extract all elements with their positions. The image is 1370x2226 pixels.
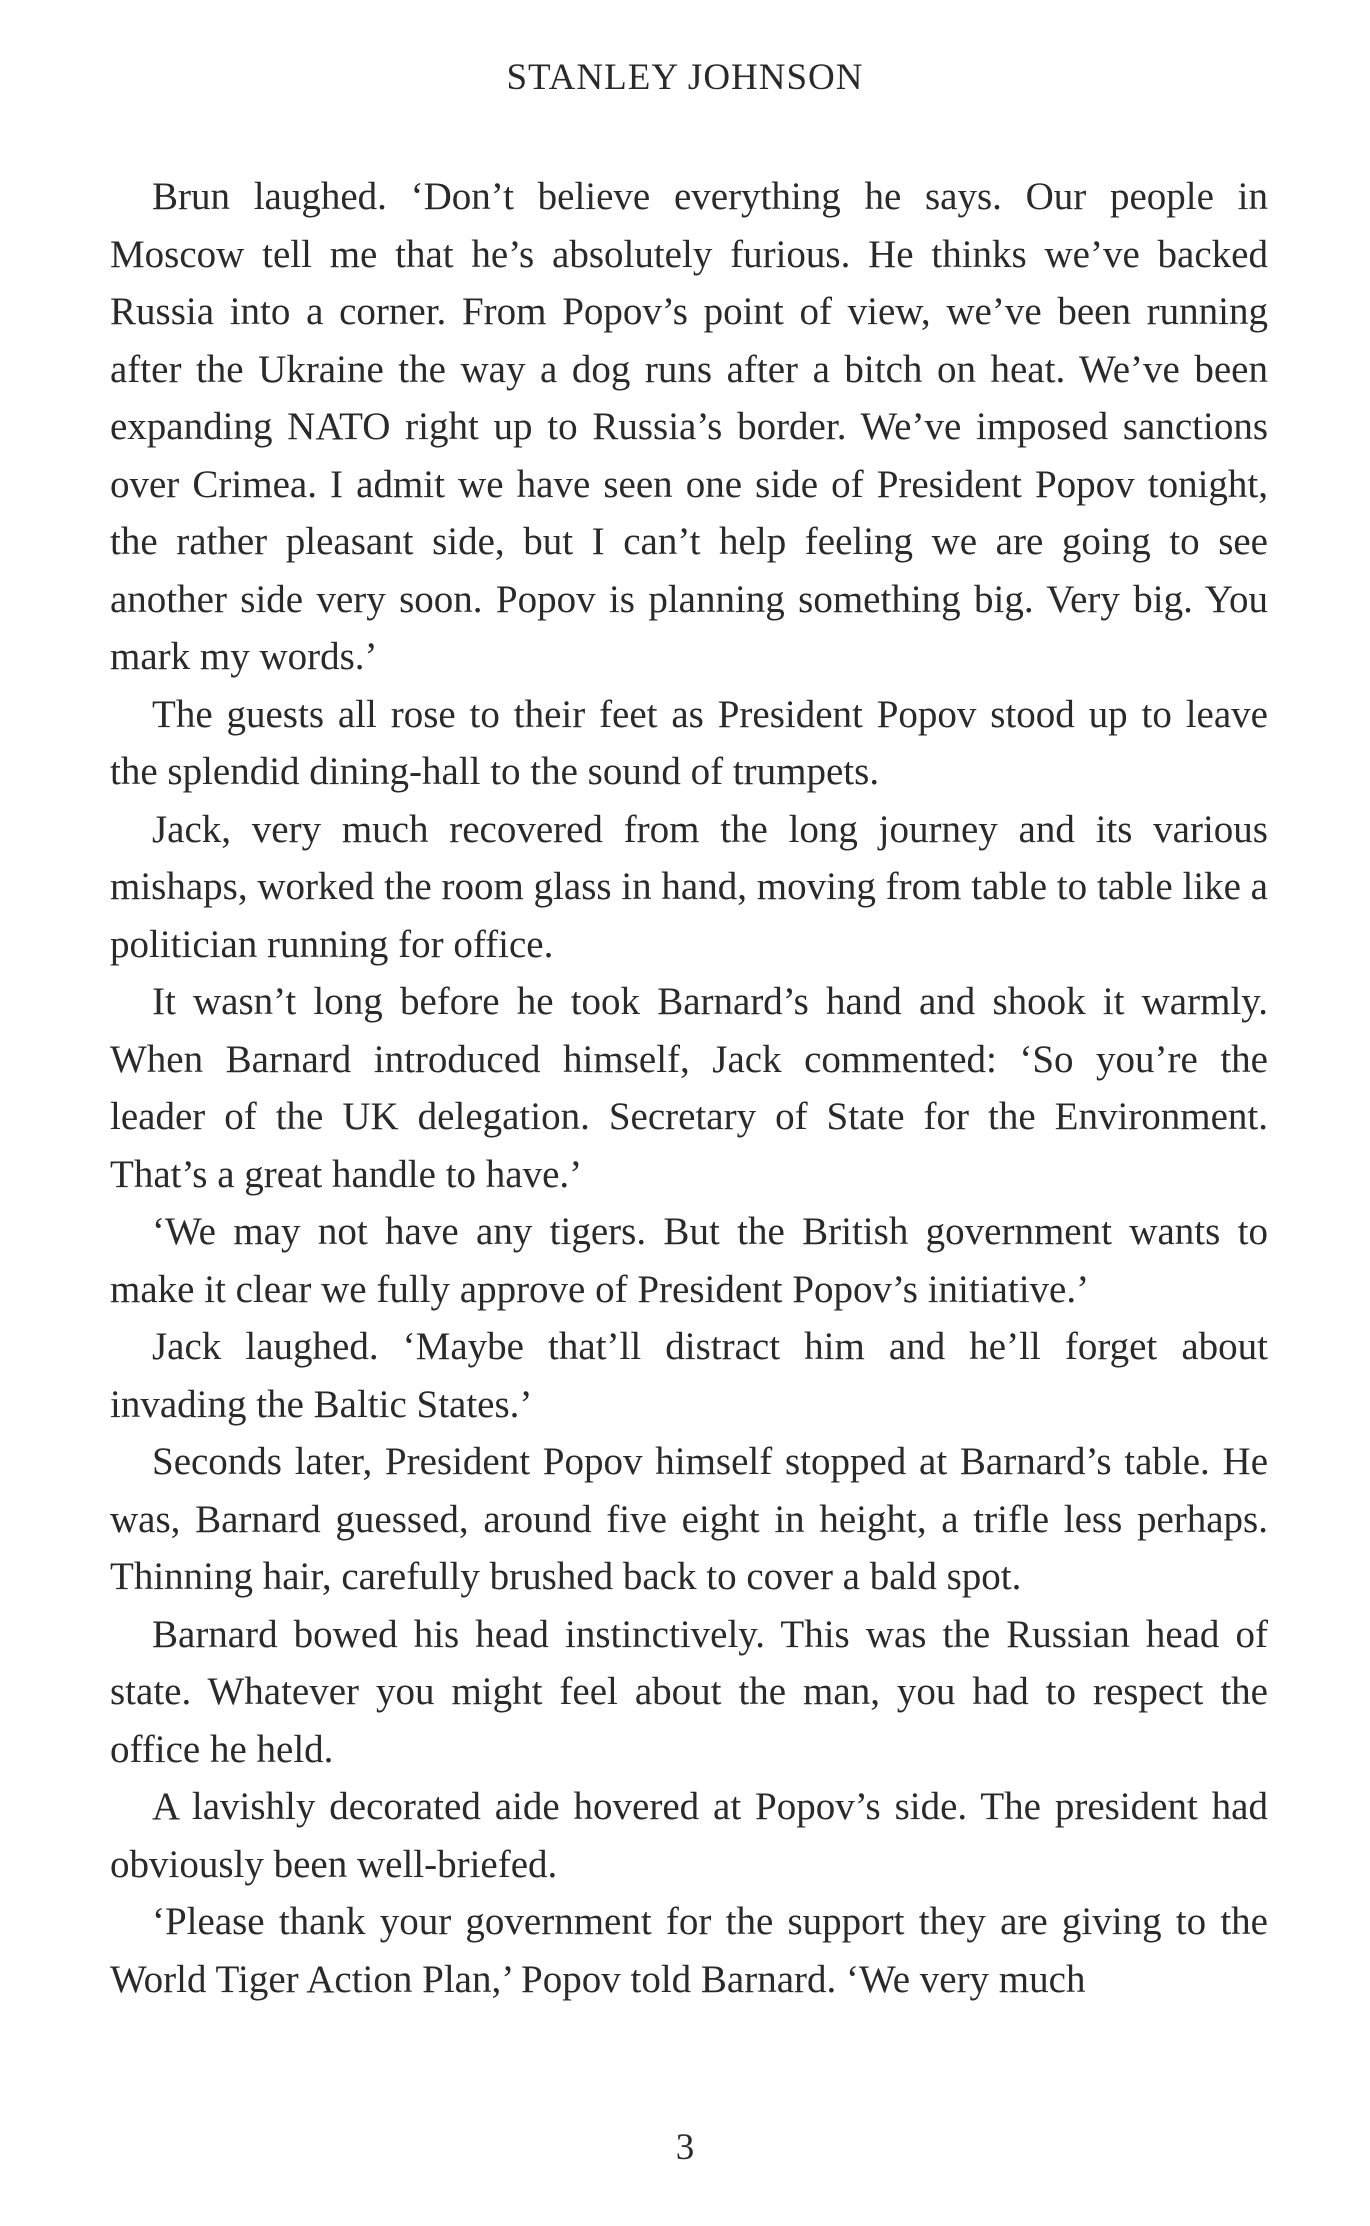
paragraph: ‘Please thank your government for the support they are giving to the World Tiger Action Plan,’ Popov told Barnard. ‘We very much	[110, 1900, 1268, 2001]
paragraph: ‘We may not have any tigers. But the British government wants to make it clear we fully approve of President Popov’s initiative.’	[110, 1210, 1268, 1311]
running-head: STANLEY JOHNSON	[506, 57, 864, 98]
page-number: 3	[675, 2127, 695, 2168]
body-text	[110, 168, 1268, 2008]
paragraph: A lavishly decorated aide hovered at Popov’s side. The president had obviously been well-briefed.	[110, 1785, 1268, 1886]
paragraph: It wasn’t long before he took Barnard’s hand and shook it warmly. When Barnard introduced himself, Jack commented: ‘So you’re the leader of the UK delegation. Secretary of State for the Environment. That’s a great handle to have.’	[110, 980, 1268, 1196]
paragraph: The guests all rose to their feet as President Popov stood up to leave the splendid dining-hall to the sound of trumpets.	[110, 692, 1268, 793]
paragraph: Jack laughed. ‘Maybe that’ll distract him and he’ll forget about invading the Baltic States.’	[110, 1325, 1268, 1426]
paragraph: Jack, very much recovered from the long journey and its various mishaps, worked the room glass in hand, moving from table to table like a politician running for office.	[110, 807, 1268, 966]
paragraph: Barnard bowed his head instinctively. This was the Russian head of state. Whatever you might feel about the man, you had to respect the office he held.	[110, 1612, 1268, 1771]
paragraph: Brun laughed. ‘Don’t believe everything he says. Our people in Moscow tell me that he’s absolutely furious. He thinks we’ve backed Russia into a corner. From Popov’s point of view, we’ve been running after the Ukraine the way a dog runs after a bitch on heat. We’ve been expanding NATO right up to Russia’s border. We’ve imposed sanctions over Crimea. I admit we have seen one side of President Popov tonight, the rather pleasant side, but I can’t help feeling we are going to see another side very soon. Popov is planning something big. Very big. You mark my words.’	[110, 175, 1268, 678]
paragraph: Seconds later, President Popov himself stopped at Barnard’s table. He was, Barnard guessed, around five eight in height, a trifle less perhaps. Thinning hair, carefully brushed back to cover a bald spot.	[110, 1440, 1268, 1598]
